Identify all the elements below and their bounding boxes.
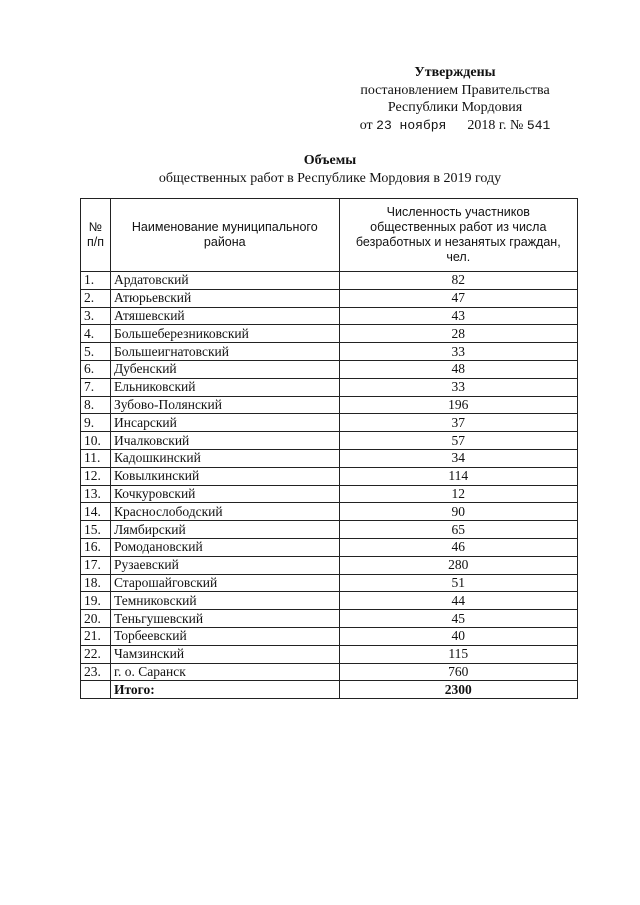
document-title bbox=[80, 152, 580, 187]
row-district-name: Большеберезниковский bbox=[110, 325, 339, 343]
row-participants-count: 12 bbox=[339, 485, 577, 503]
header-participants-count: Численность участников общественных работ из числа безработных и незанятых граждан, чел. bbox=[339, 199, 577, 272]
row-participants-count: 280 bbox=[339, 556, 577, 574]
approval-block bbox=[330, 64, 580, 134]
table-row bbox=[81, 592, 578, 610]
row-district-name: Чамзинский bbox=[110, 645, 339, 663]
total-number-cell bbox=[81, 681, 111, 699]
row-district-name: Торбеевский bbox=[110, 627, 339, 645]
row-number: 6. bbox=[81, 360, 111, 378]
row-participants-count: 33 bbox=[339, 343, 577, 361]
approval-heading: Утверждены bbox=[414, 65, 496, 80]
row-number: 7. bbox=[81, 378, 111, 396]
table-row bbox=[81, 449, 578, 467]
row-district-name: Большеигнатовский bbox=[110, 343, 339, 361]
row-participants-count: 82 bbox=[339, 272, 577, 290]
row-district-name: Атяшевский bbox=[110, 307, 339, 325]
row-district-name: Теньгушевский bbox=[110, 610, 339, 628]
row-participants-count: 33 bbox=[339, 378, 577, 396]
row-number: 11. bbox=[81, 449, 111, 467]
approval-line-2: Республики Мордовия bbox=[387, 100, 523, 115]
row-participants-count: 45 bbox=[339, 610, 577, 628]
row-number: 20. bbox=[81, 610, 111, 628]
row-district-name: Ардатовский bbox=[110, 272, 339, 290]
row-participants-count: 28 bbox=[339, 325, 577, 343]
table-row bbox=[81, 289, 578, 307]
row-participants-count: 48 bbox=[339, 360, 577, 378]
row-district-name: Зубово-Полянский bbox=[110, 396, 339, 414]
row-participants-count: 196 bbox=[339, 396, 577, 414]
table-row bbox=[81, 556, 578, 574]
number-sign: № bbox=[510, 117, 524, 133]
row-participants-count: 90 bbox=[339, 503, 577, 521]
row-district-name: г. о. Саранск bbox=[110, 663, 339, 681]
header-district-name: Наименование муниципального района bbox=[110, 199, 339, 272]
header-number: № п/п bbox=[81, 199, 111, 272]
approval-date-line bbox=[330, 117, 580, 135]
row-number: 12. bbox=[81, 467, 111, 485]
row-participants-count: 57 bbox=[339, 432, 577, 450]
title-heading: Объемы bbox=[303, 153, 357, 168]
row-district-name: Атюрьевский bbox=[110, 289, 339, 307]
row-district-name: Ичалковский bbox=[110, 432, 339, 450]
title-subheading: общественных работ в Республике Мордовия в 2019 году bbox=[158, 170, 502, 186]
row-district-name: Ромодановский bbox=[110, 538, 339, 556]
table-row bbox=[81, 663, 578, 681]
date-year: 2018 г. bbox=[467, 117, 507, 133]
table-row bbox=[81, 307, 578, 325]
row-district-name: Кочкуровский bbox=[110, 485, 339, 503]
table-row bbox=[81, 378, 578, 396]
row-number: 8. bbox=[81, 396, 111, 414]
row-number: 14. bbox=[81, 503, 111, 521]
row-participants-count: 760 bbox=[339, 663, 577, 681]
row-participants-count: 43 bbox=[339, 307, 577, 325]
table-row bbox=[81, 343, 578, 361]
table-row bbox=[81, 610, 578, 628]
row-district-name: Рузаевский bbox=[110, 556, 339, 574]
row-district-name: Темниковский bbox=[110, 592, 339, 610]
table-row bbox=[81, 503, 578, 521]
table-row bbox=[81, 574, 578, 592]
row-district-name: Ковылкинский bbox=[110, 467, 339, 485]
volumes-table bbox=[80, 198, 578, 699]
row-district-name: Лямбирский bbox=[110, 521, 339, 539]
row-district-name: Инсарский bbox=[110, 414, 339, 432]
date-day-month: 23 ноября bbox=[376, 117, 447, 133]
row-district-name: Кадошкинский bbox=[110, 449, 339, 467]
table-row bbox=[81, 414, 578, 432]
row-number: 13. bbox=[81, 485, 111, 503]
date-prefix: от bbox=[359, 117, 373, 133]
row-participants-count: 115 bbox=[339, 645, 577, 663]
total-label: Итого: bbox=[110, 681, 339, 699]
total-row bbox=[81, 681, 578, 699]
row-number: 2. bbox=[81, 289, 111, 307]
row-number: 15. bbox=[81, 521, 111, 539]
row-number: 3. bbox=[81, 307, 111, 325]
row-number: 4. bbox=[81, 325, 111, 343]
row-number: 23. bbox=[81, 663, 111, 681]
table-header-row bbox=[81, 199, 578, 272]
row-number: 10. bbox=[81, 432, 111, 450]
table-row bbox=[81, 272, 578, 290]
table-row bbox=[81, 627, 578, 645]
row-district-name: Дубенский bbox=[110, 360, 339, 378]
row-number: 19. bbox=[81, 592, 111, 610]
row-number: 17. bbox=[81, 556, 111, 574]
table-body bbox=[81, 272, 578, 681]
row-participants-count: 114 bbox=[339, 467, 577, 485]
row-number: 22. bbox=[81, 645, 111, 663]
table-row bbox=[81, 521, 578, 539]
table-row bbox=[81, 485, 578, 503]
table-row bbox=[81, 432, 578, 450]
row-participants-count: 34 bbox=[339, 449, 577, 467]
row-district-name: Старошайговский bbox=[110, 574, 339, 592]
table-row bbox=[81, 538, 578, 556]
table-row bbox=[81, 360, 578, 378]
total-value: 2300 bbox=[339, 681, 577, 699]
table-row bbox=[81, 645, 578, 663]
table-row bbox=[81, 467, 578, 485]
row-participants-count: 47 bbox=[339, 289, 577, 307]
table-row bbox=[81, 396, 578, 414]
row-number: 1. bbox=[81, 272, 111, 290]
row-participants-count: 65 bbox=[339, 521, 577, 539]
row-number: 16. bbox=[81, 538, 111, 556]
row-number: 21. bbox=[81, 627, 111, 645]
row-participants-count: 37 bbox=[339, 414, 577, 432]
approval-line-1: постановлением Правительства bbox=[360, 82, 550, 98]
row-participants-count: 51 bbox=[339, 574, 577, 592]
table-row bbox=[81, 325, 578, 343]
row-number: 5. bbox=[81, 343, 111, 361]
row-number: 18. bbox=[81, 574, 111, 592]
row-district-name: Ельниковский bbox=[110, 378, 339, 396]
row-number: 9. bbox=[81, 414, 111, 432]
document-number: 541 bbox=[526, 117, 551, 133]
row-participants-count: 46 bbox=[339, 538, 577, 556]
row-participants-count: 40 bbox=[339, 627, 577, 645]
row-district-name: Краснослободский bbox=[110, 503, 339, 521]
row-participants-count: 44 bbox=[339, 592, 577, 610]
